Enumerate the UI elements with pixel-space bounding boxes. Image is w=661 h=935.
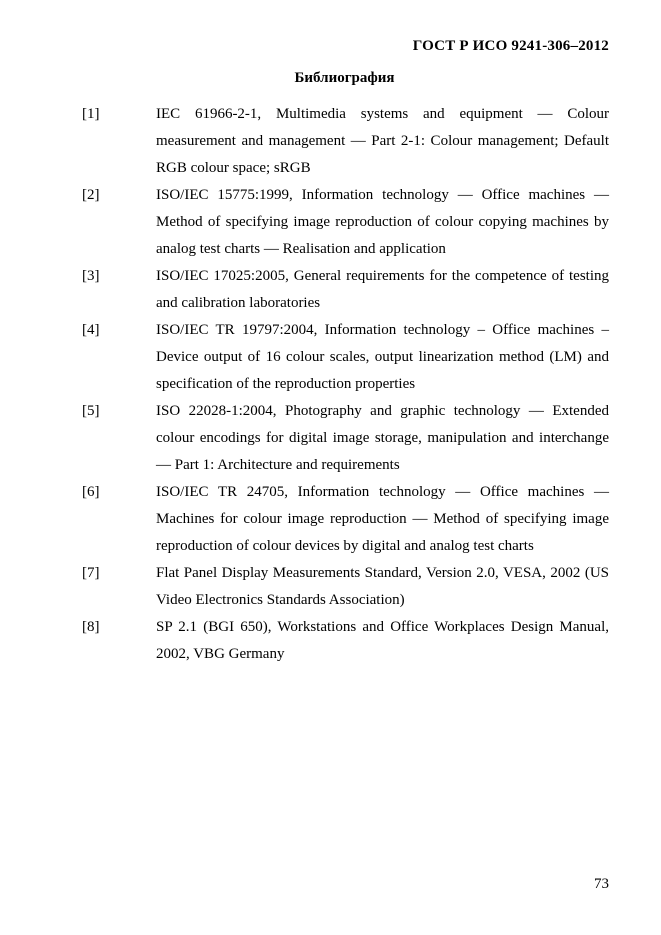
- entry-number: [8]: [82, 619, 100, 635]
- entry-number: [1]: [82, 106, 100, 122]
- bibliography-entry-3: [82, 263, 609, 317]
- page-number: 73: [594, 876, 609, 892]
- entry-number: [5]: [82, 403, 100, 419]
- bibliography-entry-1: [82, 101, 609, 182]
- entry-text: Flat Panel Display Measurements Standard, Version 2.0, VESA, 2002 (US Video Electronics Standards Association): [156, 565, 609, 608]
- bibliography-entry-6: [82, 479, 609, 560]
- entry-number: [4]: [82, 322, 100, 338]
- entry-text: ISO/IEC 17025:2005, General requirements for the competence of testing and calibration laboratories: [156, 268, 609, 311]
- entry-number: [6]: [82, 484, 100, 500]
- entry-text: ISO 22028-1:2004, Photography and graphic technology — Extended colour encodings for digital image storage, manipulation and interchange — Part 1: Architecture and requirements: [156, 403, 609, 473]
- entry-text: ISO/IEC TR 24705, Information technology — Office machines — Machines for colour image reproduction — Method of specifying image reproduction of colour devices by digital and analog test charts: [156, 484, 609, 554]
- bibliography-entry-5: [82, 398, 609, 479]
- document-header-standard-id: ГОСТ Р ИСО 9241-306–2012: [412, 38, 609, 54]
- bibliography-entry-2: [82, 182, 609, 263]
- bibliography-entry-4: [82, 317, 609, 398]
- bibliography-entry-7: [82, 560, 609, 614]
- bibliography-list: [82, 101, 609, 668]
- entry-text: ISO/IEC 15775:1999, Information technology — Office machines — Method of specifying image reproduction of colour copying machines by analog test charts — Realisation and application: [156, 187, 609, 257]
- entry-number: [7]: [82, 565, 100, 581]
- bibliography-title: Библиография: [294, 70, 395, 86]
- entry-number: [2]: [82, 187, 100, 203]
- entry-text: IEC 61966-2-1, Multimedia systems and equipment — Colour measurement and management — Part 2-1: Colour management; Default RGB colour space; sRGB: [156, 106, 609, 176]
- entry-text: SP 2.1 (BGI 650), Workstations and Office Workplaces Design Manual, 2002, VBG Germany: [156, 619, 609, 662]
- entry-text: ISO/IEC TR 19797:2004, Information technology – Office machines – Device output of 16 colour scales, output linearization method (LM) and specification of the reproduction properties: [156, 322, 609, 392]
- bibliography-entry-8: [82, 614, 609, 668]
- entry-number: [3]: [82, 268, 100, 284]
